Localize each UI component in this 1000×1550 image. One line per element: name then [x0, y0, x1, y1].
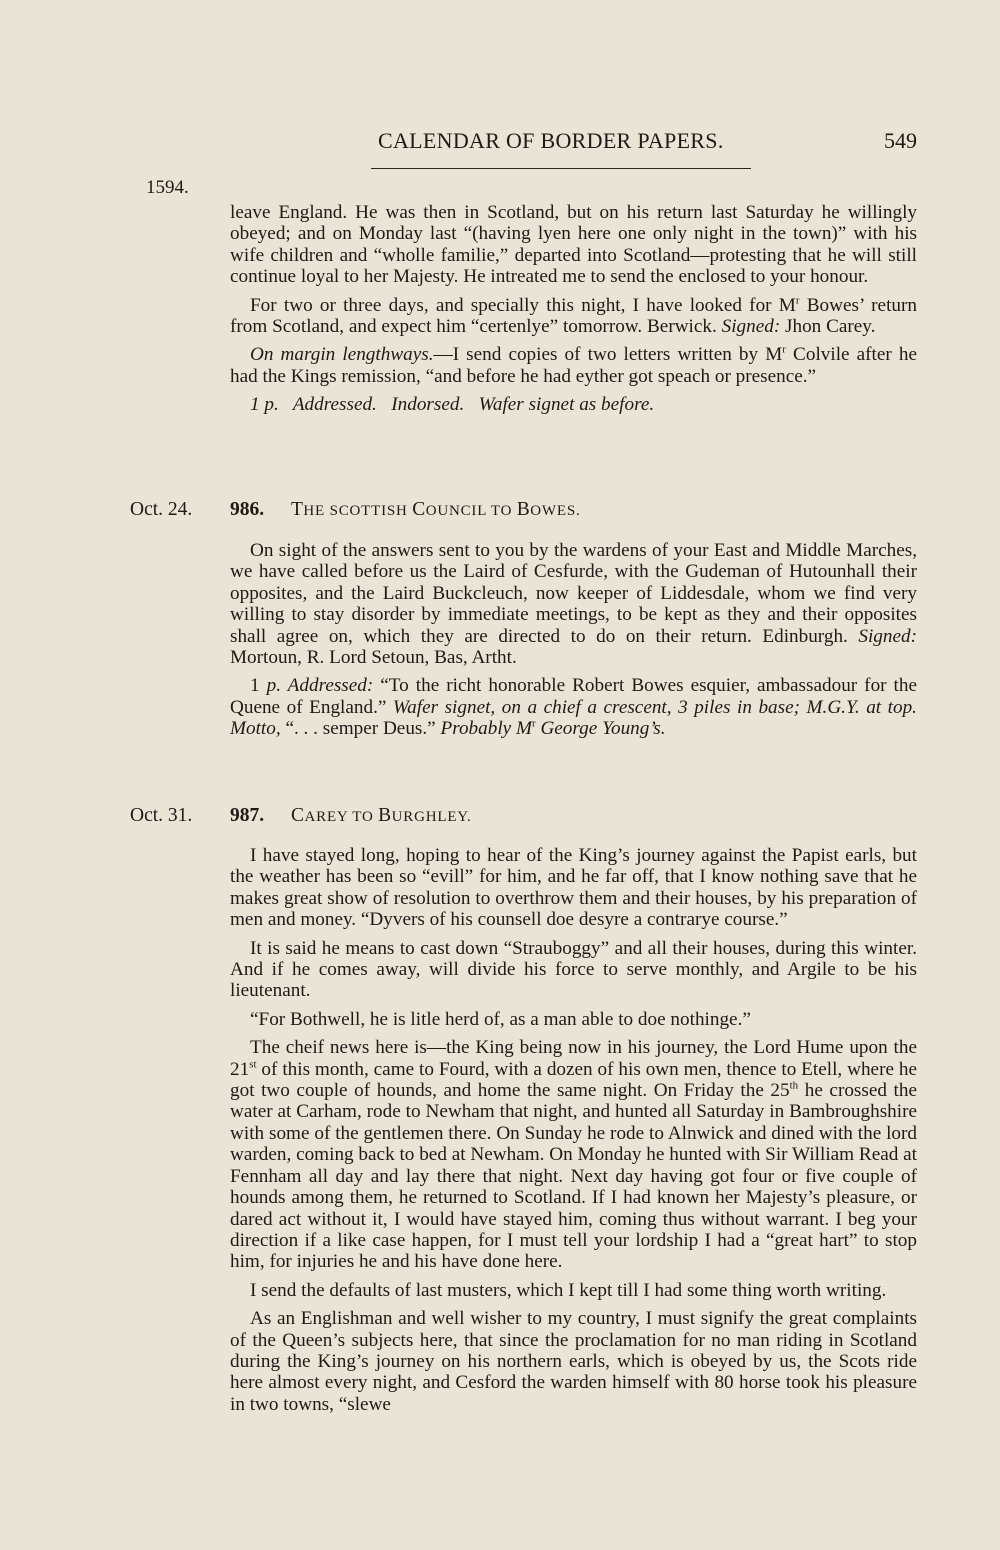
paragraph: I have stayed long, hoping to hear of the King’s journey against the Papist earls, but the weather has been so “evill” for him, and he far off, that I know nothing save that he makes great show of resolution to overthrow them and their houses, by his preparation of men and money. “Dyvers of his counsell doe desyre a contrarye course.”: [230, 845, 917, 931]
continuation-text: [230, 202, 917, 423]
entry-title: CAREY TO BURGHLEY.: [291, 805, 472, 826]
entry-date: Oct. 24.: [130, 499, 193, 520]
paragraph: I send the defaults of last musters, which I kept till I had some thing worth writing.: [250, 1279, 887, 1301]
year-marginal: 1594.: [146, 177, 189, 198]
header-rule: [371, 168, 751, 169]
endorsement-note: 1 p. Addressed: “To the richt honorable Robert Bowes esquier, ambassadour for the Quene of England.” Wafer signet, on a chief a crescent, 3 piles in base; M.G.Y. at top. Motto, “. . . semper Deus.” Probably $M^r$ George Young’s.: [230, 675, 917, 740]
paragraph: The cheif news here is—the King being now in his journey, the Lord Hume upon the 21st of this month, came to Fourd, with a dozen of his own men, thence to Etell, where he got two couple of hounds, and home the same night. On Friday the 25th he crossed the water at Carham, rode to Newham that night, and hunted all Saturday in Bambroughshire with some of the gentlemen there. On Sunday he rode to Alnwick and dined with the lord warden, coming back to bed at Newham. On Monday he hunted with Sir William Read at Fennham all day and lay there that night. Next day having got four or five couple of hounds among them, he returned to Scotland. If I had known her Majesty’s pleasure, or dared act without it, I would have stayed him, coming thus without warrant. I beg your direction if a like case happen, for I must tell your lordship I had a “great hart” to stop him, for injuries he and his have done here.: [230, 1037, 917, 1273]
paragraph: For two or three days, and specially this night, I have looked for $M^r$ Bowes’ return from Scotland, and expect him “certenlye” tomorrow. Berwick. Signed: Jhon Carey.: [230, 294, 917, 338]
paragraph: “For Bothwell, he is litle herd of, as a man able to doe nothinge.”: [250, 1008, 751, 1030]
entry-number: 986.: [230, 499, 265, 520]
paragraph: On sight of the answers sent to you by the wardens of your East and Middle Marches, we have called before us the Laird of Cesfurde, with the Gudeman of Hutounhall their opposites, and the Laird Buckcleuch, now keeper of Liddesdale, whom we find very willing to stay disorder by immediate meetings, to be kept as they and their opposites shall agree on, which they are directed to do on their return. Edinburgh. Signed: Mortoun, R. Lord Setoun, Bas, Artht.: [230, 540, 917, 669]
paragraph: On margin lengthways.—I send copies of two letters written by $M^r$ Colvile after he had the Kings remission, “and before he had eyther got speach or presence.”: [230, 344, 917, 387]
entry-date: Oct. 31.: [130, 805, 193, 826]
paragraph: As an Englishman and well wisher to my country, I must signify the great complaints of the Queen’s subjects here, that since the proclamation for no man riding in Scotland during the King’s journey on his northern earls, which is obeyed by us, the Scots ride here almost every night, and Cesford the warden himself with 80 horse took his pleasure in two towns, “slewe: [230, 1308, 917, 1415]
entry-987-body: [230, 845, 917, 1422]
entry-number: 987.: [230, 805, 265, 826]
entry-title: THE SCOTTISH COUNCIL TO BOWES.: [291, 499, 581, 520]
endorsement-note: 1 p. Addressed. Indorsed. Wafer signet as before.: [250, 394, 655, 416]
page-number: 549: [884, 128, 917, 153]
paragraph: It is said he means to cast down “Strauboggy” and all their houses, during this winter. And if he comes away, will divide his force to serve monthly, and Argile to be his lieutenant.: [230, 937, 917, 1002]
paragraph: leave England. He was then in Scotland, but on his return last Saturday he willingly obeyed; and on Monday last “(having lyen here one only night in the town)” with his wife children and “wholle familie,” departed into Scotland—protesting that he will still continue loyal to her Majesty. He intreated me to send the enclosed to your honour.: [230, 202, 917, 288]
running-header-title: CALENDAR OF BORDER PAPERS.: [378, 128, 724, 153]
entry-986-body: [230, 540, 917, 747]
